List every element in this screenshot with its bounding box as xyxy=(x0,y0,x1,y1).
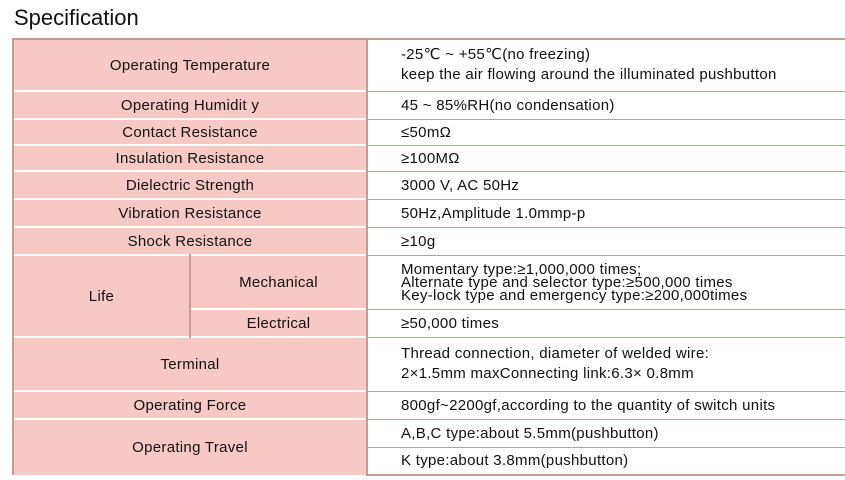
operating-humidity-label: Operating Humidit y xyxy=(13,91,367,119)
shock-resistance-value: ≥10g xyxy=(367,227,845,255)
operating-temperature-line: keep the air flowing around the illuminated pushbutton xyxy=(401,66,777,84)
mechanical-life-line: Momentary type:≥1,000,000 times; xyxy=(401,260,642,278)
operating-force-label: Operating Force xyxy=(13,391,367,419)
insulation-resistance-value: ≥100MΩ xyxy=(367,145,845,171)
mechanical-label: Mechanical xyxy=(190,255,367,309)
page-title: Specification xyxy=(14,5,139,30)
dielectric-strength-label: Dielectric Strength xyxy=(13,171,367,199)
row-life-mechanical xyxy=(13,255,845,309)
operating-temperature-value xyxy=(367,39,845,91)
operating-travel-label: Operating Travel xyxy=(13,419,367,475)
row-operating-humidity xyxy=(13,91,845,119)
operating-force-value: 800gf~2200gf,according to the quantity of switch units xyxy=(367,391,845,419)
row-insulation-resistance xyxy=(13,145,845,171)
shock-resistance-label: Shock Resistance xyxy=(13,227,367,255)
mechanical-life-line: Alternate type and selector type:≥500,000 times xyxy=(401,273,733,291)
life-label: Life xyxy=(13,255,190,337)
operating-travel-value: A,B,C type:about 5.5mm(pushbutton) xyxy=(367,419,845,447)
terminal-line: 2×1.5mm maxConnecting link:6.3× 0.8mm xyxy=(401,365,694,382)
operating-humidity-value: 45 ~ 85%RH(no condensation) xyxy=(367,91,845,119)
electrical-life-value: ≥50,000 times xyxy=(367,309,845,337)
mechanical-life-value xyxy=(367,255,845,309)
terminal-label: Terminal xyxy=(13,337,367,391)
terminal-line: Thread connection, diameter of welded wire: xyxy=(401,345,710,362)
contact-resistance-label: Contact Resistance xyxy=(13,119,367,145)
operating-temperature-line: -25℃ ~ +55℃(no freezing) xyxy=(401,46,591,64)
row-contact-resistance xyxy=(13,119,845,145)
row-operating-force xyxy=(13,391,845,419)
vibration-resistance-label: Vibration Resistance xyxy=(13,199,367,227)
operating-temperature-label: Operating Temperature xyxy=(13,39,367,91)
row-operating-travel-abc xyxy=(13,419,845,447)
row-operating-temperature xyxy=(13,39,845,91)
row-vibration-resistance xyxy=(13,199,845,227)
row-shock-resistance xyxy=(13,227,845,255)
dielectric-strength-value: 3000 V, AC 50Hz xyxy=(367,171,845,199)
operating-travel-value: K type:about 3.8mm(pushbutton) xyxy=(367,447,845,475)
terminal-value xyxy=(367,337,845,391)
vibration-resistance-value: 50Hz,Amplitude 1.0mmp-p xyxy=(367,199,845,227)
electrical-label: Electrical xyxy=(190,309,367,337)
row-terminal xyxy=(13,337,845,391)
contact-resistance-value: ≤50mΩ xyxy=(367,119,845,145)
specification-table xyxy=(12,38,845,476)
mechanical-life-line: Key-lock type and emergency type:≥200,000times xyxy=(401,286,748,304)
row-dielectric-strength xyxy=(13,171,845,199)
insulation-resistance-label: Insulation Resistance xyxy=(13,145,367,171)
